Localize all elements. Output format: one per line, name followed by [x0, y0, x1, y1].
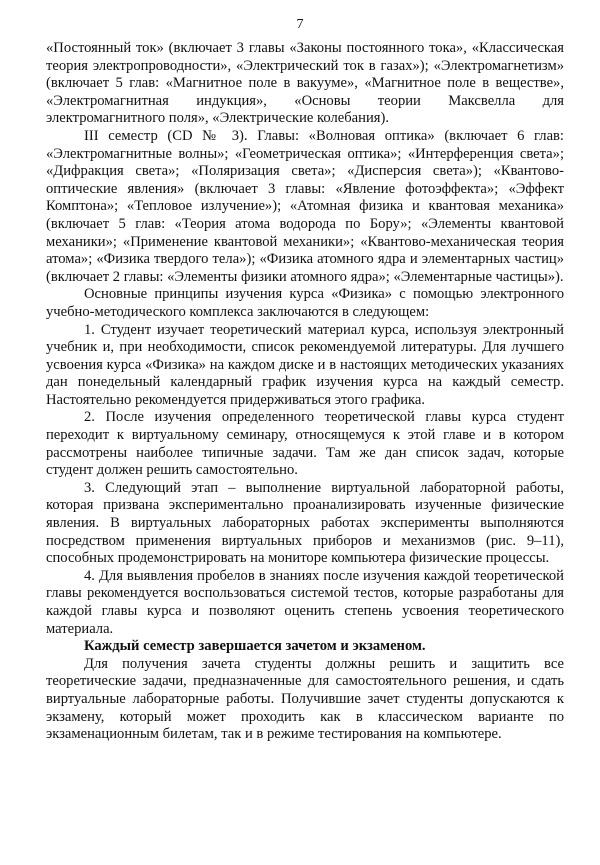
paragraph: «Постоянный ток» (включает 3 главы «Законы постоянного тока», «Классическая теория электропроводности», «Электрический ток в газах»); «Электромагнетизм» (включает 5 глав: «Магнитное поле в вакууме», «Магнитное поле в веществе», «Электромагнитная индукция», «Основы теории Максвелла для электромагнитного поля», «Электрические колебания).: [46, 40, 564, 127]
paragraph: 4. Для выявления пробелов в знаниях после изучения каждой теоретической главы рекомендуется воспользоваться системой тестов, которые разработаны для каждой главы курса и позволяют оценить степень усвоения теоретического материала.: [46, 567, 564, 637]
paragraph: III семестр (CD № 3). Главы: «Волновая оптика» (включает 6 глав: «Электромагнитные волны»; «Геометрическая оптика»; «Интерференция света»; «Дифракция света»; «Поляризация света»; «Дисперсия света»); «Квантово-оптические явления» (включает 3 главы: «Явление фотоэффекта»; «Эффект Комптона»; «Тепловое излучение»); «Атомная физика и квантовая механика» (включает 5 глав: «Теория атома водорода по Бору»; «Элементы квантовой механики»; «Применение квантовой механики»; «Квантово-механическая теория атома»; «Физика твердого тела»); «Физика атомного ядра и элементарных частиц» (включает 2 главы: «Элементы физики атомного ядра»; «Элементарные частицы»).: [46, 127, 564, 285]
paragraph: 1. Студент изучает теоретический материал курса, используя электронный учебник и, при необходимости, список рекомендуемой литературы. Для лучшего усвоения курса «Физика» на каждом диске и в настоящих методических указаниях дан понедельный календарный график изучения курса на каждый семестр. Настоятельно рекомендуется придерживаться этого графика.: [46, 321, 564, 408]
paragraph: Основные принципы изучения курса «Физика» с помощью электронного учебно-методического комплекса заключаются в следующем:: [46, 286, 564, 320]
body-text: [46, 40, 564, 744]
paragraph: 2. После изучения определенного теоретической главы курса студент переходит к виртуальному семинару, относящемуся к этой главе и в котором рассмотрены наиболее типичные задачи. Там же дан список задач, которые студент должен решить самостоятельно.: [46, 409, 564, 479]
paragraph: 3. Следующий этап – выполнение виртуальной лабораторной работы, которая призвана экспериментально проанализировать изученные физические явления. В виртуальных лабораторных работах эксперименты выполняются посредством применения виртуальных приборов и механизмов (рис. 9–11), способных продемонстрировать на мониторе компьютера физические процессы.: [46, 479, 564, 567]
section-heading: Каждый семестр завершается зачетом и экзаменом.: [84, 638, 426, 655]
paragraph: Для получения зачета студенты должны решить и защитить все теоретические задачи, предназначенные для самостоятельного решения, и сдать виртуальные лабораторные работы. Получившие зачет студенты допускаются к экзамену, который может проходить как в классическом варианте по экзаменационным билетам, так и в режиме тестирования на компьютере.: [46, 655, 564, 743]
page-number: 7: [296, 17, 304, 32]
